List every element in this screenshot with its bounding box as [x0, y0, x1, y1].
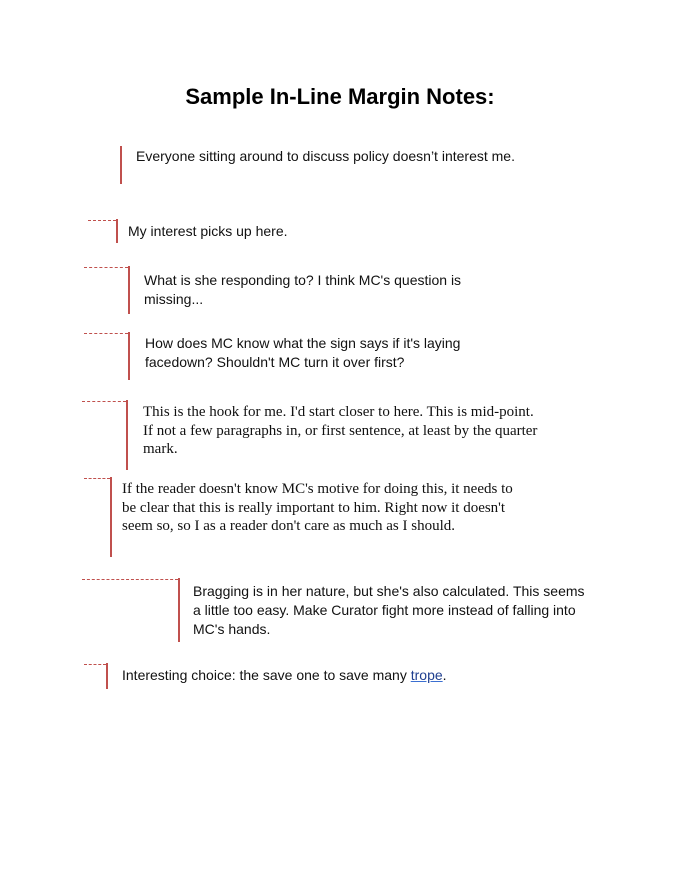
note-text: Everyone sitting around to discuss policy doesn’t interest me.: [136, 148, 515, 164]
note-marker-bar: [128, 266, 130, 314]
note-marker-bar: [116, 219, 118, 243]
note-marker-dash: [84, 478, 110, 479]
note-text-before: Interesting choice: the save one to save many: [122, 667, 411, 683]
note-marker-dash: [84, 664, 106, 665]
note-marker-dash: [84, 267, 128, 268]
note-text: This is the hook for me. I'd start closer to here. This is mid-point. If not a few paragraphs in, or first sentence, at least by the quarter mark.: [143, 404, 538, 457]
note-marker-bar: [120, 146, 122, 184]
note-marker-dash: [82, 401, 126, 402]
note-marker-bar: [106, 663, 108, 689]
note-marker-dash: [88, 220, 116, 221]
note-text: [122, 666, 542, 685]
note-marker-bar: [110, 477, 112, 557]
note-text: How does MC know what the sign says if it's laying facedown? Shouldn't MC turn it over first?: [145, 335, 461, 370]
note-marker-dash: [82, 579, 178, 580]
note-marker-bar: [128, 332, 130, 380]
note-text-after: .: [442, 667, 447, 683]
note-text: My interest picks up here.: [128, 223, 288, 239]
note-marker-bar: [126, 400, 128, 470]
note-text: What is she responding to? I think MC's question is missing...: [144, 272, 462, 307]
note-text: Bragging is in her nature, but she's also calculated. This seems a little too easy. Make Curator fight more instead of falling into MC's hands.: [193, 583, 585, 637]
trope-link[interactable]: trope: [410, 667, 443, 683]
page-title: Sample In-Line Margin Notes:: [185, 84, 495, 109]
note-marker-bar: [178, 578, 180, 642]
note-marker-dash: [84, 333, 128, 334]
note-text: If the reader doesn't know MC's motive for doing this, it needs to be clear that this is really important to him. Right now it doesn't seem so, so I as a reader don't care as much as I should.: [122, 481, 513, 534]
